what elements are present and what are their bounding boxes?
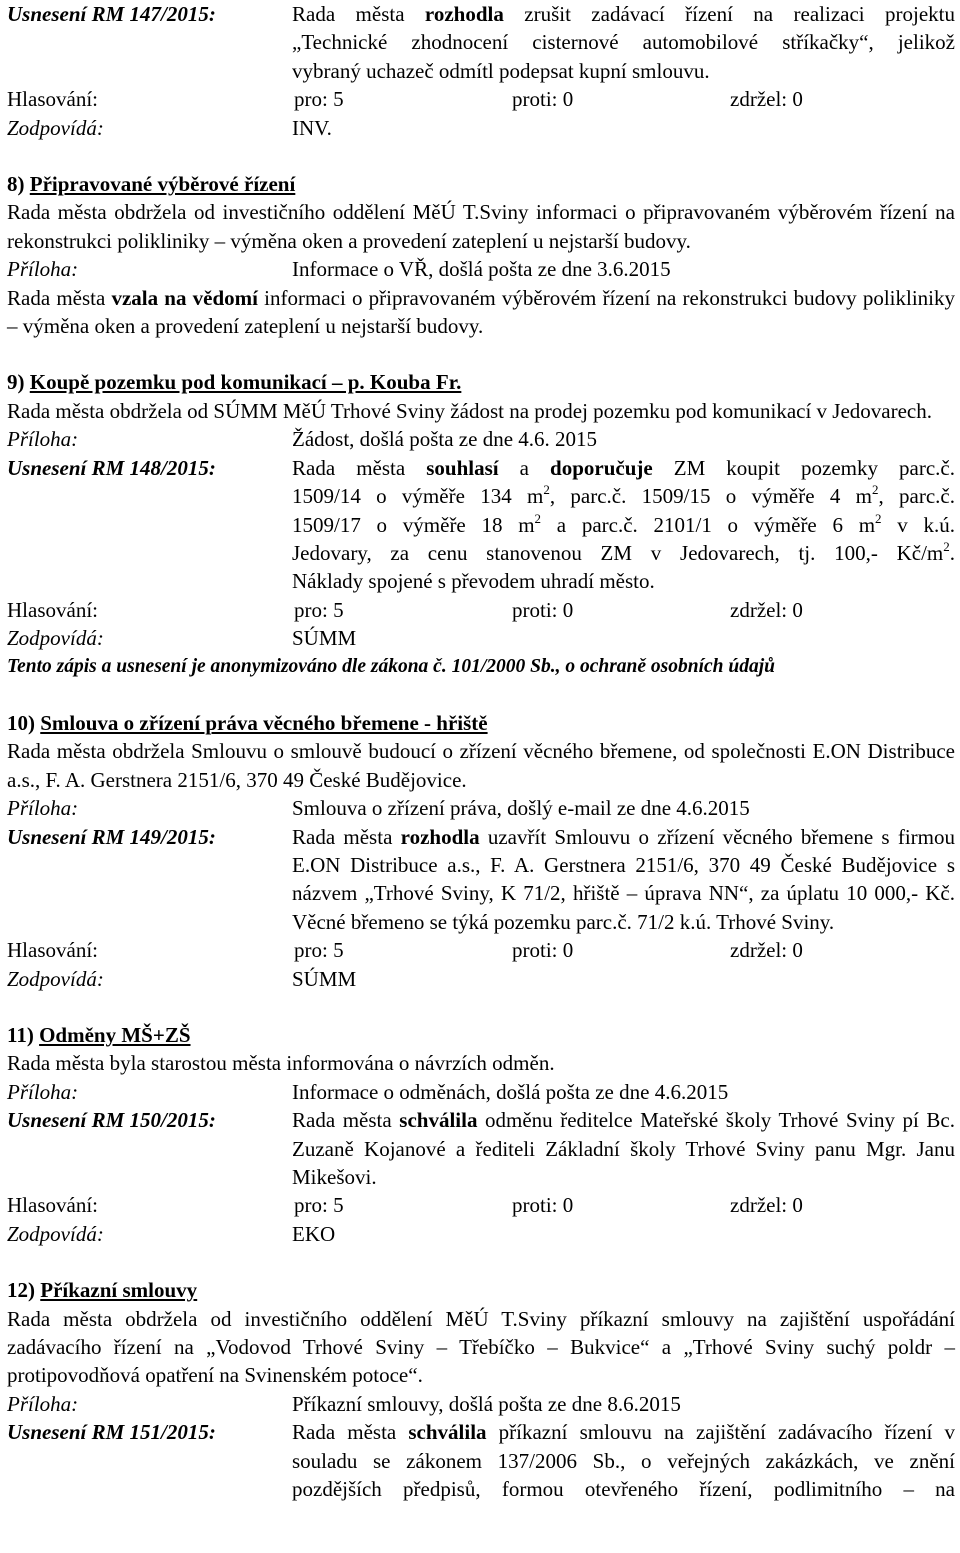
resolution-147 <box>7 0 955 85</box>
resolution-151: Usnesení RM 151/2015: Rada města schválila příkazní smlouvu na zajištění zadávacího řízení v souladu se zákonem 137/2006 Sb., o veřejných zakázkách, ve znění pozdějších předpisů, formou otevřeného řízení, podlimitního – na <box>7 1420 955 1502</box>
responsible-row: Zodpovídá: SÚMM <box>7 626 357 651</box>
section-heading-12: 12) Příkazní smlouvy <box>7 1278 198 1303</box>
anonymization-note: Tento zápis a usnesení je anonymizováno dle zákona č. 101/2000 Sb., o ochraně osobních údajů <box>7 655 776 677</box>
vote-row: Hlasování: pro: 5 proti: 0 zdržel: 0 <box>7 938 803 963</box>
section-paragraph: Rada města obdržela od investičního oddělení MěÚ T.Sviny příkazní smlouvy na zajištění uspořádání zadávacího řízení na „Vodovod Trhové Sviny – Třebíčko – Bukvice“ a „Trhové Sviny suchý poldr – protipovodňová opatření na Svinenském potoce“. <box>7 1306 955 1388</box>
resolution-150: Usnesení RM 150/2015: Rada města schválila odměnu ředitelce Mateřské školy Trhové Sviny pí Bc. Zuzaně Kojanové a řediteli Základní školy Trhové Sviny panu Mgr. Janu Mikešovi. <box>7 1108 955 1190</box>
responsible-row: Zodpovídá: INV. <box>7 115 332 140</box>
resolution-148: Usnesení RM 148/2015: Rada města souhlasí a doporučuje ZM koupit pozemky parc.č. 1509/14 o výměře 134 $m^2$, parc.č. 1509/15 o výměře 4 $m^2$, parc.č. 1509/17 o výměře 18 $m^2$ a parc.č. 2101/1 o výměře 6 $m^2$ v k.ú. Jedovary, za cenu stanovenou ZM v Jedovarech, tj. 100,- $Kč/m^2$. Náklady spojené s převodem uhradí město. <box>7 455 956 594</box>
vote-row: Hlasování: pro: 5 proti: 0 zdržel: 0 <box>7 87 803 112</box>
section-heading-11: 11) Odměny MŠ+ZŠ <box>7 1023 191 1047</box>
section-paragraph: Rada města obdržela od investičního oddělení MěÚ T.Sviny informaci o připravovaném výběrovém řízení na rekonstrukci polikliniky – výměna oken a provedení zateplení u nejstarší budovy. <box>7 200 955 253</box>
attachment-row: Příloha: Smlouva o zřízení práva, došlý e-mail ze dne 4.6.2015 <box>7 796 750 821</box>
responsible-row: Zodpovídá: EKO <box>7 1221 336 1246</box>
responsible-row: Zodpovídá: SÚMM <box>7 966 357 991</box>
section-heading-9: 9) Koupě pozemku pod komunikací – p. Kouba Fr. <box>7 370 462 395</box>
section-paragraph: Rada města obdržela Smlouvu o smlouvě budoucí o zřízení věcného břemene, od společnosti E.ON Distribuce a.s., F. A. Gerstnera 2151/6, 370 49 České Budějovice. <box>7 739 955 792</box>
vote-row: Hlasování: pro: 5 proti: 0 zdržel: 0 <box>7 1193 803 1218</box>
vote-row: Hlasování: pro: 5 proti: 0 zdržel: 0 <box>7 597 803 622</box>
section-paragraph: Rada města obdržela od SÚMM MěÚ Trhové Sviny žádost na prodej pozemku pod komunikací v Jedovarech. <box>7 398 932 423</box>
resolution-label: Usnesení RM 147/2015: <box>7 2 216 26</box>
section-heading-10: 10) Smlouva o zřízení práva věcného břemene - hřiště <box>7 710 488 735</box>
resolution-149: Usnesení RM 149/2015: Rada města rozhodla uzavřít Smlouvu o zřízení věcného břemene s firmou E.ON Distribuce a.s., F. A. Gerstnera 2151/6, 370 49 České Budějovice s názvem „Trhové Sviny, K 71/2, hřiště – úprava NN“, za úplatu 10 000,- Kč. Věcné břemeno se týká pozemku parc.č. 71/2 k.ú. Trhové Sviny. <box>7 824 955 934</box>
attachment-row: Příloha: Příkazní smlouvy, došlá pošta ze dne 8.6.2015 <box>7 1391 681 1416</box>
section-heading-8: 8) Připravované výběrové řízení <box>7 172 296 197</box>
section-paragraph: Rada města byla starostou města informována o návrzích odměn. <box>7 1051 555 1076</box>
attachment-row: Příloha: Informace o odměnách, došlá pošta ze dne 4.6.2015 <box>7 1079 729 1104</box>
attachment-row: Příloha: Informace o VŘ, došlá pošta ze dne 3.6.2015 <box>7 257 671 282</box>
attachment-row: Příloha: Žádost, došlá pošta ze dne 4.6. 2015 <box>7 427 598 452</box>
section-resolution-paragraph: Rada města vzala na vědomí informaci o připravovaném výběrovém řízení na rekonstrukci budovy polikliniky – výměna oken a provedení zateplení u nejstarší budovy. <box>7 285 956 339</box>
document-page <box>7 0 955 1504</box>
resolution-text: Rada města rozhodla zrušit zadávací řízení na realizaci projektu „Technické zhodnocení cisternové automobilové stříkačky“, jelikož vybraný uchazeč odmítl podepsat kupní smlouvu. <box>292 2 955 83</box>
